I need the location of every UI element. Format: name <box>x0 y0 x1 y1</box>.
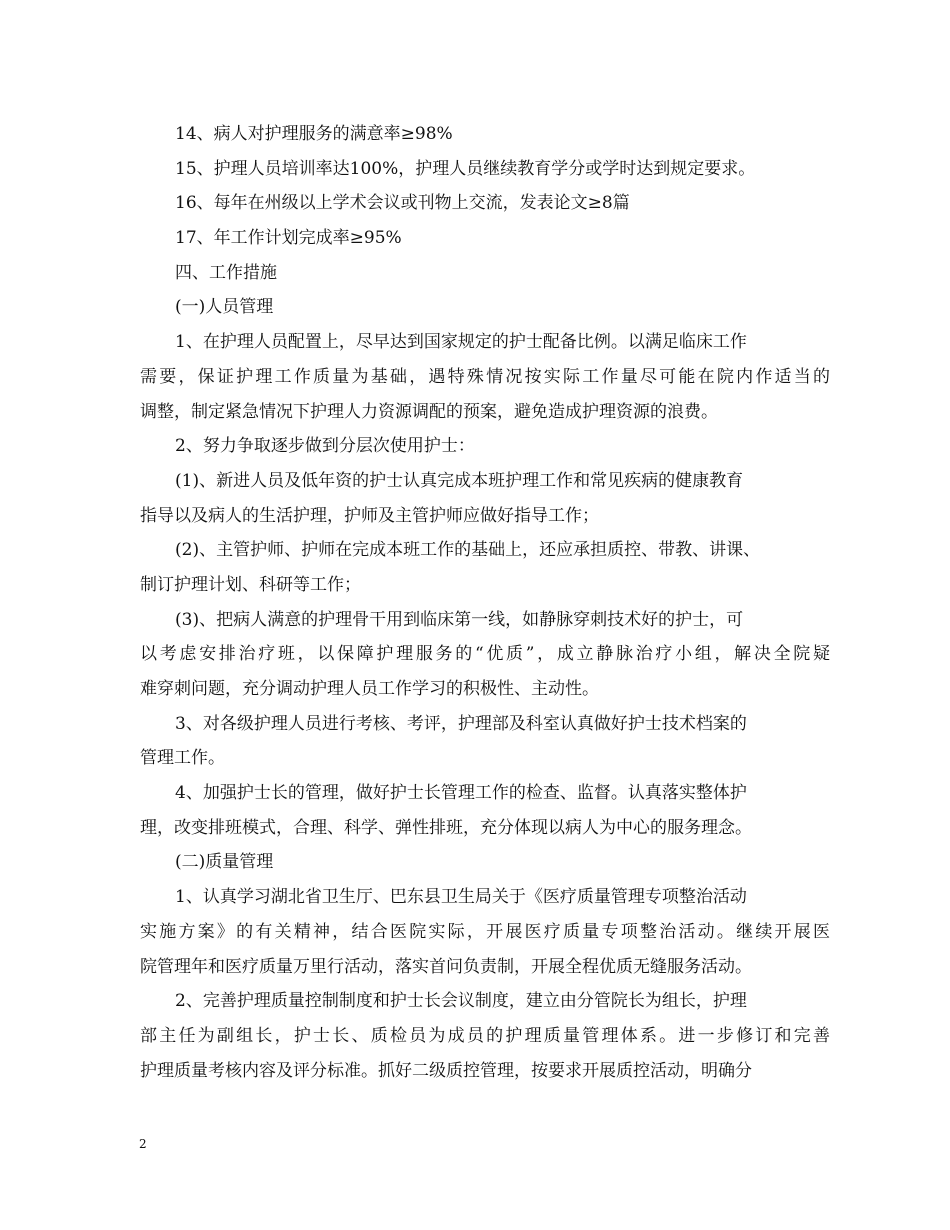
text-line: 1、认真学习湖北省卫生厅、巴东县卫生局关于《医疗质量管理专项整治活动 <box>175 887 747 908</box>
text-line: 理，改变排班模式，合理、科学、弹性排班，充分体现以病人为中心的服务理念。 <box>140 817 752 838</box>
document-body <box>140 117 830 1088</box>
text-line: 3、对各级护理人员进行考核、考评，护理部及科室认真做好护士技术档案的 <box>175 713 747 734</box>
text-line: 15、护理人员培训率达100%，护理人员继续教育学分或学时达到规定要求。 <box>175 158 756 179</box>
text-line: 实施方案》的有关精神，结合医院实际，开展医疗质量专项整治活动。继续开展医 <box>140 921 830 942</box>
text-line: 以考虑安排治疗班，以保障护理服务的“优质”，成立静脉治疗小组，解决全院疑 <box>140 644 830 665</box>
page-number: 2 <box>139 1137 147 1151</box>
text-line: (3)、把病人满意的护理骨干用到临床第一线，如静脉穿刺技术好的护士，可 <box>175 609 744 630</box>
text-line: 院管理年和医疗质量万里行活动，落实首问负责制，开展全程优质无缝服务活动。 <box>140 956 752 977</box>
text-line: 管理工作。 <box>140 748 225 769</box>
text-line: 制订护理计划、科研等工作； <box>140 574 361 595</box>
text-line: 2、完善护理质量控制制度和护士长会议制度，建立由分管院长为组长，护理 <box>175 991 747 1012</box>
text-line: 部主任为副组长，护士长、质检员为成员的护理质量管理体系。进一步修订和完善 <box>140 1025 830 1046</box>
text-line: 2、努力争取逐步做到分层次使用护士： <box>175 436 475 457</box>
text-line: 指导以及病人的生活护理，护师及主管护师应做好指导工作； <box>140 505 599 526</box>
text-line: (2)、主管护师、护师在完成本班工作的基础上，还应承担质控、带教、讲课、 <box>175 540 761 561</box>
subsection-heading: (一)人员管理 <box>175 297 274 318</box>
text-line: 17、年工作计划完成率≥95% <box>175 228 402 249</box>
section-heading: 四、工作措施 <box>175 262 277 283</box>
text-line: 调整，制定紧急情况下护理人力资源调配的预案，避免造成护理资源的浪费。 <box>140 401 718 422</box>
text-line: 16、每年在州级以上学术会议或刊物上交流，发表论文≥8篇 <box>175 193 630 214</box>
text-line: 14、病人对护理服务的满意率≥98% <box>175 124 453 144</box>
text-line: 难穿刺问题，充分调动护理人员工作学习的积极性、主动性。 <box>140 679 599 699</box>
text-line: 4、加强护士长的管理，做好护士长管理工作的检查、监督。认真落实整体护 <box>175 783 747 804</box>
text-line: 需要，保证护理工作质量为基础，遇特殊情况按实际工作量尽可能在院内作适当的 <box>140 366 830 387</box>
subsection-heading: (二)质量管理 <box>175 852 274 873</box>
text-line: (1)、新进人员及低年资的护士认真完成本班护理工作和常见疾病的健康教育 <box>175 470 744 491</box>
text-line: 1、在护理人员配置上，尽早达到国家规定的护士配备比例。以满足临床工作 <box>175 332 747 353</box>
text-line: 护理质量考核内容及评分标准。抓好二级质控管理，按要求开展质控活动，明确分 <box>140 1060 752 1081</box>
